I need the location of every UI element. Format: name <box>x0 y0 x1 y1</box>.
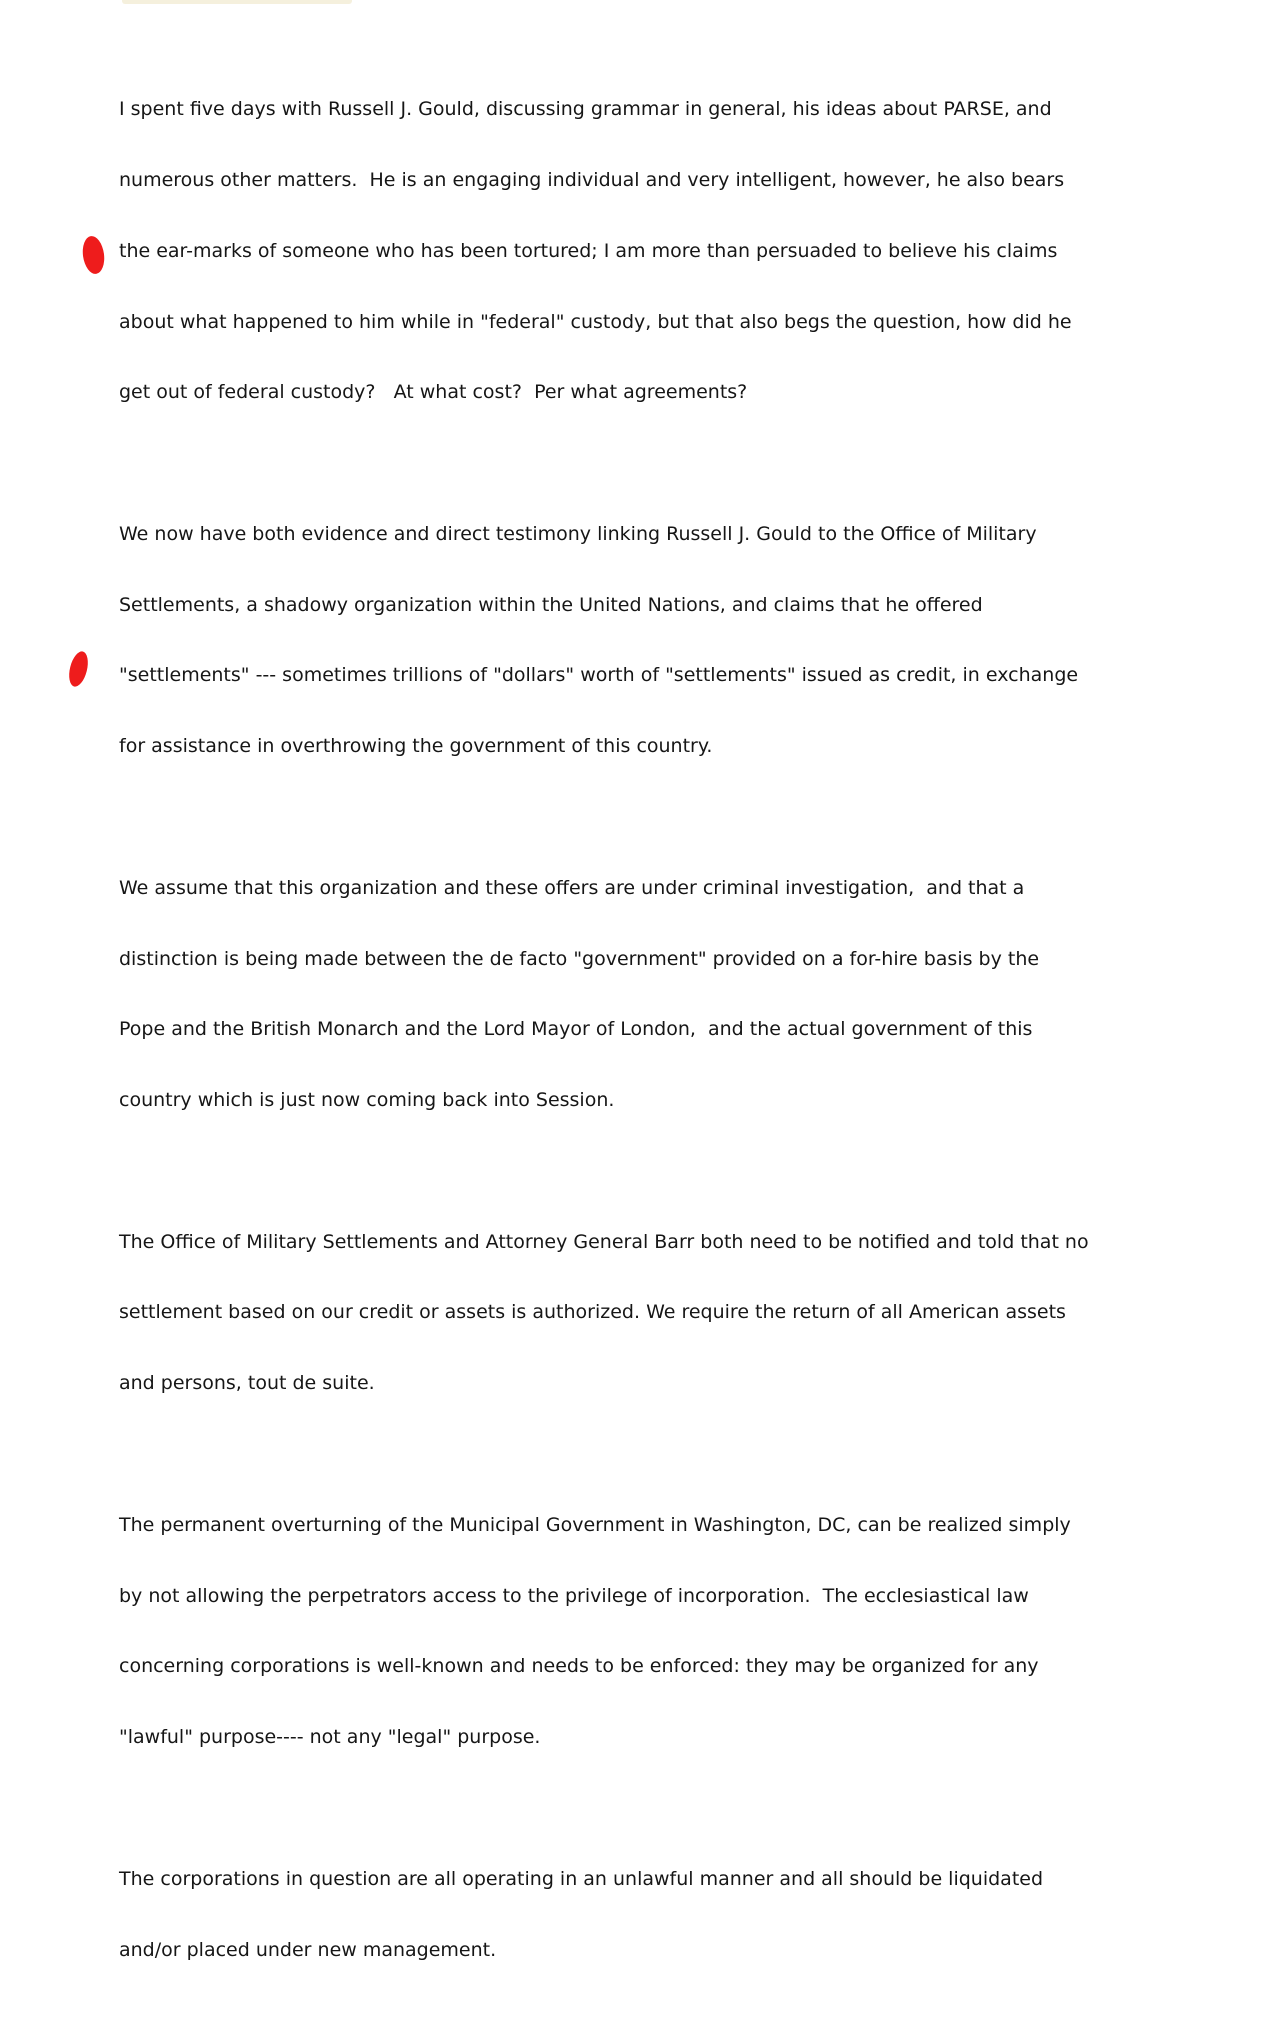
text-line: about what happened to him while in "federal" custody, but that also begs the question, how did he <box>119 310 1072 333</box>
text-line: country which is just now coming back into Session. <box>119 1089 615 1112</box>
text-line: The corporations in question are all operating in an unlawful manner and all should be liquidated <box>119 1867 1044 1890</box>
paragraph-military-settlements <box>119 476 1179 806</box>
text-line: We now have both evidence and direct testimony linking Russell J. Gould to the Office of Military <box>119 522 1037 545</box>
text-line: numerous other matters. He is an engaging individual and very intelligent, however, he also bears <box>119 168 1065 191</box>
text-line: We assume that this organization and these offers are under criminal investigation, and that a <box>119 876 1025 899</box>
text-line: for assistance in overthrowing the government of this country. <box>119 735 713 758</box>
red-annotation-mark <box>80 235 106 276</box>
text-line: and/or placed under new management. <box>119 1938 497 1961</box>
paragraph-criminal-investigation <box>119 830 1179 1160</box>
cropped-heading-fragment <box>122 0 352 4</box>
red-annotation-mark <box>66 649 91 688</box>
text-line: Settlements, a shadowy organization within the United Nations, and claims that he offered <box>119 593 983 616</box>
text-line: the ear-marks of someone who has been tortured; I am more than persuaded to believe his claims <box>119 239 1058 262</box>
text-line: "settlements" --- sometimes trillions of "dollars" worth of "settlements" issued as credit, in exchange <box>119 664 1079 687</box>
text-line: Pope and the British Monarch and the Lord Mayor of London, and the actual government of this <box>119 1018 1033 1041</box>
text-line: settlement based on our credit or assets is authorized. We require the return of all American assets <box>119 1301 1066 1324</box>
paragraph-gould-visit <box>119 51 1179 452</box>
text-line: distinction is being made between the de facto "government" provided on a for-hire basis by the <box>119 947 1040 970</box>
text-line: I spent five days with Russell J. Gould, discussing grammar in general, his ideas about PARSE, and <box>119 98 1052 121</box>
paragraph-corporations <box>119 1821 1179 2010</box>
text-line: "lawful" purpose---- not any "legal" purpose. <box>119 1726 541 1749</box>
text-line: and persons, tout de suite. <box>119 1372 375 1395</box>
document-body <box>119 51 1179 2033</box>
text-line: get out of federal custody? At what cost? Per what agreements? <box>119 381 748 404</box>
paragraph-notification <box>119 1184 1179 1444</box>
paragraph-municipal-government <box>119 1467 1179 1797</box>
text-line: The permanent overturning of the Municipal Government in Washington, DC, can be realized simply <box>119 1513 1071 1536</box>
text-line: The Office of Military Settlements and Attorney General Barr both need to be notified and told that no <box>119 1230 1089 1253</box>
text-line: by not allowing the perpetrators access to the privilege of incorporation. The ecclesiastical law <box>119 1584 1029 1607</box>
text-line: concerning corporations is well-known and needs to be enforced: they may be organized for any <box>119 1655 1039 1678</box>
